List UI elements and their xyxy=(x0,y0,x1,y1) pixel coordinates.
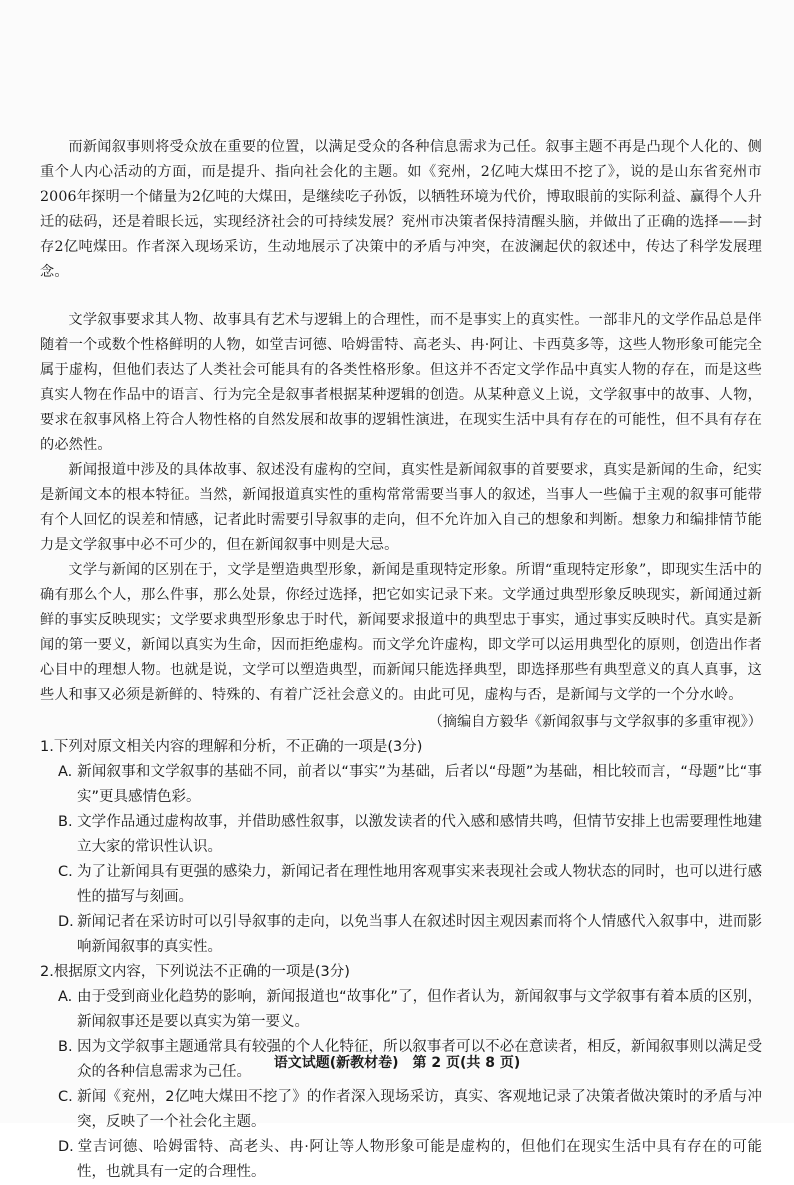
option-text: 为了让新闻具有更强的感染力，新闻记者在理性地用客观事实来表现社会或人物状态的同时，也可以进行感性的描写与刻画。 xyxy=(77,864,762,905)
question-2-option-d[interactable] xyxy=(40,1135,762,1185)
option-text: 堂吉诃德、哈姆雷特、高老头、冉·阿让等人物形象可能是虚构的，但他们在现实生活中具有存在的可能性，也就具有一定的合理性。 xyxy=(77,1139,762,1180)
option-letter: B. xyxy=(58,814,73,830)
source-citation: （摘编自方毅华《新闻叙事与文学叙事的多重审视》） xyxy=(428,714,762,730)
option-text: 由于受到商业化趋势的影响，新闻报道也“故事化”了，但作者认为，新闻叙事与文学叙事有着本质的区别，新闻叙事还是要以真实为第一要义。 xyxy=(77,989,762,1030)
option-letter: B. xyxy=(58,1039,73,1055)
option-letter: A. xyxy=(58,989,73,1005)
option-letter: D. xyxy=(58,914,74,930)
option-text: 因为文学叙事主题通常具有较强的个人化特征，所以叙事者可以不必在意读者，相反，新闻叙事则以满足受众的各种信息需求为己任。 xyxy=(77,1039,762,1080)
question-2-stem: 2.根据原文内容，下列说法不正确的一项是(3分) xyxy=(40,964,350,980)
question-1-option-a[interactable] xyxy=(40,760,762,810)
question-1-stem: 1.下列对原文相关内容的理解和分析，不正确的一项是(3分) xyxy=(40,739,423,755)
question-1-option-c[interactable] xyxy=(40,860,762,910)
question-1-option-b[interactable] xyxy=(40,810,762,860)
option-text: 新闻《兖州，2亿吨大煤田不挖了》的作者深入现场采访，真实、客观地记录了决策者做决策时的矛盾与冲突，反映了一个社会化主题。 xyxy=(77,1089,762,1130)
page-content xyxy=(40,135,762,1185)
question-2-option-a[interactable] xyxy=(40,985,762,1035)
option-letter: C. xyxy=(58,1089,73,1105)
option-letter: D. xyxy=(58,1139,74,1155)
passage-paragraph-4: 文学与新闻的区别在于，文学是塑造典型形象，新闻是重现特定形象。所谓“重现特定形象”，即现实生活中的确有那么个人，那么件事，那么处景，你经过选择，把它如实记录下来。文学通过典型形象反映现实，新闻通过新鲜的事实反映现实；文学要求典型形象忠于时代，新闻要求报道中的典型忠于事实，通过事实反映时代。真实是新闻的第一要义，新闻以真实为生命，因而拒绝虚构。而文学允许虚构，即文学可以运用典型化的原则，创造出作者心目中的理想人物。也就是说，文学可以塑造典型，而新闻只能选择典型，即选择那些有典型意义的真人真事，这些人和事又必须是新鲜的、特殊的、有着广泛社会意义的。由此可见，虚构与否，是新闻与文学的一个分水岭。 xyxy=(40,562,762,703)
passage-paragraph-2: 文学叙事要求其人物、故事具有艺术与逻辑上的合理性，而不是事实上的真实性。一部非凡的文学作品总是伴随着一个或数个性格鲜明的人物，如堂吉诃德、哈姆雷特、高老头、冉·阿让、卡西莫多等，这些人物形象可能完全属于虚构，但他们表达了人类社会可能具有的各类性格形象。但这并不否定文学作品中真实人物的存在，而是这些真实人物在作品中的语言、行为完全是叙事者根据某种逻辑的创造。从某种意义上说，文学叙事中的故事、人物，要求在叙事风格上符合人物性格的自然发展和故事的逻辑性演进，在现实生活中具有存在的可能性，但不具有存在的必然性。 xyxy=(40,312,762,453)
option-text: 文学作品通过虚构故事，并借助感性叙事，以激发读者的代入感和感情共鸣，但情节安排上也需要理性地建立大家的常识性认识。 xyxy=(77,814,762,855)
page-footer: 语文试题(新教材卷) 第 2 页(共 8 页) xyxy=(273,1055,521,1071)
question-1-option-d[interactable] xyxy=(40,910,762,960)
option-text: 新闻记者在采访时可以引导叙事的走向，以免当事人在叙述时因主观因素而将个人情感代入叙事中，进而影响新闻叙事的真实性。 xyxy=(77,914,762,955)
question-1 xyxy=(40,735,762,960)
option-letter: C. xyxy=(58,864,73,880)
option-text: 新闻叙事和文学叙事的基础不同，前者以“事实”为基础，后者以“母题”为基础，相比较而言，“母题”比“事实”更具感情色彩。 xyxy=(77,764,762,805)
passage-paragraph-1: 而新闻叙事则将受众放在重要的位置，以满足受众的各种信息需求为己任。叙事主题不再是凸现个人化的、侧重个人内心活动的方面，而是提升、指向社会化的主题。如《兖州，2亿吨大煤田不挖了》，说的是山东省兖州市2006年探明一个储量为2亿吨的大煤田，是继续吃子孙饭，以牺牲环境为代价，博取眼前的实际利益、赢得个人升迁的砝码，还是着眼长远，实现经济社会的可持续发展？兖州市决策者保持清醒头脑，并做出了正确的选择——封存2亿吨煤田。作者深入现场采访，生动地展示了决策中的矛盾与冲突，在波澜起伏的叙述中，传达了科学发展理念。 xyxy=(40,139,762,280)
question-2 xyxy=(40,960,762,1185)
passage-paragraph-3: 新闻报道中涉及的具体故事、叙述没有虚构的空间，真实性是新闻叙事的首要要求，真实是新闻的生命，纪实是新闻文本的根本特征。当然，新闻报道真实性的重构常常需要当事人的叙述，当事人一些偏于主观的叙事可能带有个人回忆的误差和情感，记者此时需要引导叙事的走向，但不允许加入自己的想象和判断。想象力和编排情节能力是文学叙事中必不可少的，但在新闻叙事中则是大忌。 xyxy=(40,462,762,553)
option-letter: A. xyxy=(58,764,73,780)
question-2-option-c[interactable] xyxy=(40,1085,762,1135)
